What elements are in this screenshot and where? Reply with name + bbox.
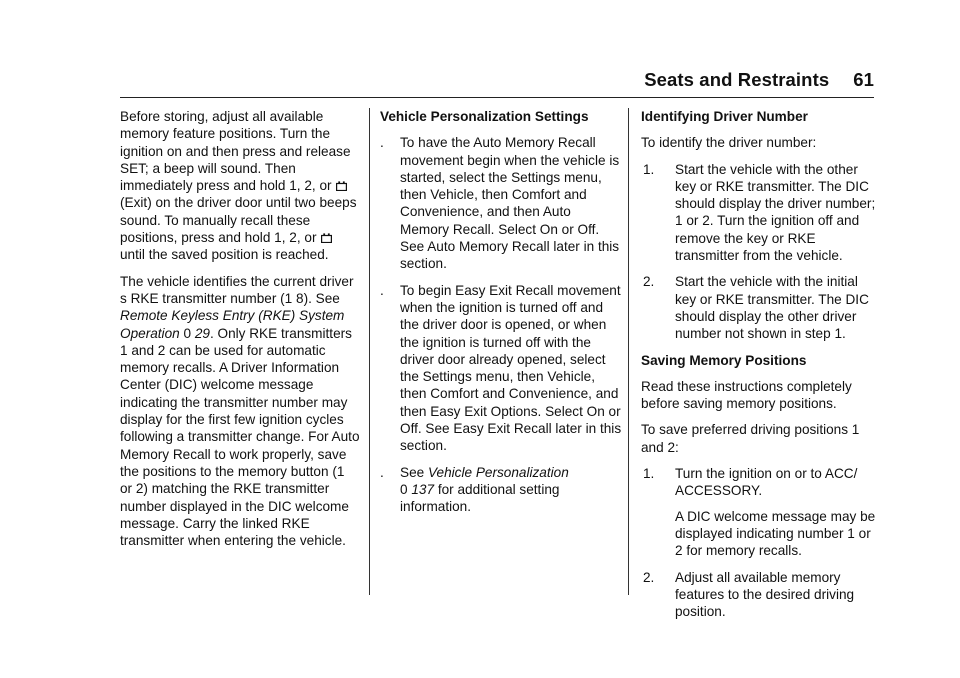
list-item bbox=[380, 134, 622, 272]
page-number: 61 bbox=[853, 69, 874, 90]
vehicle-personalization-heading: Vehicle Personalization Settings bbox=[380, 109, 589, 124]
bullet: . bbox=[380, 135, 384, 151]
exit-button-icon bbox=[321, 233, 332, 243]
step-text: Turn the ignition on or to ACC/ ACCESSORY. bbox=[675, 466, 858, 499]
storing-text-b: (Exit) on the driver door until two beeps sound. To manually recall these positions, press and hold 1, 2, or bbox=[120, 195, 357, 246]
storing-text-a: Before storing, adjust all available memory feature positions. Turn the ignition on and then press and release SET; a beep will sound. Then immediately press and hold 1, 2, or bbox=[120, 109, 351, 194]
step-number: 2. bbox=[643, 274, 655, 290]
easy-exit-text: To begin Easy Exit Recall movement when the ignition is turned off and the driver door is opened, or when the ignition is turned off with the driver door already opened, select the Settings menu, then Vehicle, then Comfort and Convenience, and then Easy Exit Options. Select On or Off. See Easy Exit Recall later in this section. bbox=[400, 282, 622, 454]
column-1 bbox=[120, 108, 360, 558]
step-number: 2. bbox=[643, 569, 655, 585]
storing-text-c: until the saved position is reached. bbox=[120, 247, 329, 263]
rke-page-ref[interactable]: 29 bbox=[194, 325, 210, 341]
exit-button-icon bbox=[336, 181, 347, 191]
saving-memory-heading: Saving Memory Positions bbox=[641, 352, 807, 368]
column-divider-1 bbox=[369, 108, 370, 595]
identifying-driver-heading: Identifying Driver Number bbox=[641, 109, 808, 124]
column-2 bbox=[380, 108, 622, 525]
storing-paragraph bbox=[120, 108, 360, 264]
identify-text-b: . Only RKE transmitters 1 and 2 can be used for automatic memory recalls. A Driver Information Center (DIC) welcome message indicating the transmitter number may display for the first few ignition cycles following a transmitter change. For Auto Memory Recall to work properly, save the positions to the memory button (1 or 2) matching the RKE transmitter number displayed in the DIC welcome message. Carry the linked RKE transmitter when entering the vehicle. bbox=[120, 325, 360, 549]
read-instructions-paragraph: Read these instructions completely before saving memory positions. bbox=[641, 378, 852, 412]
see-text: See bbox=[400, 464, 425, 480]
bullet: . bbox=[380, 282, 384, 298]
rke-reference-link[interactable]: Remote Keyless Entry (RKE) System Operation bbox=[120, 308, 345, 341]
list-item bbox=[641, 465, 877, 559]
list-item bbox=[380, 464, 622, 516]
identify-text-a: The vehicle identifies the current driver s RKE transmitter number (1 8). See bbox=[120, 273, 354, 306]
step-number: 1. bbox=[643, 161, 655, 177]
additional-info-text: for additional setting information. bbox=[400, 481, 560, 515]
vehicle-personalization-link[interactable]: Vehicle Personalization bbox=[427, 464, 569, 480]
step-text: Start the vehicle with the initial key or RKE transmitter. The DIC should display the other driver number not shown in step 1. bbox=[675, 274, 869, 342]
step-number: 1. bbox=[643, 466, 655, 482]
list-item bbox=[380, 282, 622, 455]
page-ref-arrow: 0 bbox=[183, 325, 192, 341]
column-3 bbox=[641, 108, 877, 629]
list-item bbox=[641, 273, 877, 342]
page-header bbox=[644, 71, 874, 88]
step-text: Start the vehicle with the other key or RKE transmitter. The DIC should display the driver number; 1 or 2. Turn the ignition off and remove the key or RKE transmitter from the vehicle. bbox=[675, 161, 876, 264]
save-positions-intro: To save preferred driving positions 1 and 2: bbox=[641, 422, 860, 455]
step-note: A DIC welcome message may be displayed indicating number 1 or 2 for memory recalls. bbox=[675, 508, 876, 559]
step-text: Adjust all available memory features to the desired driving position. bbox=[675, 569, 855, 620]
section-title: Seats and Restraints bbox=[644, 69, 830, 90]
bullet: . bbox=[380, 464, 384, 480]
auto-memory-recall-text: To have the Auto Memory Recall movement begin when the vehicle is started, select the Settings menu, then Vehicle, then Comfort and Convenience, and then Auto Memory Recall. Select On or Off. See Auto Memory Recall later in this section. bbox=[400, 135, 620, 272]
list-item bbox=[641, 569, 877, 621]
identify-intro: To identify the driver number: bbox=[641, 135, 817, 151]
vehicle-personalization-page-ref[interactable]: 137 bbox=[411, 481, 435, 497]
page-ref-arrow: 0 bbox=[400, 481, 408, 497]
list-item bbox=[641, 161, 877, 265]
column-divider-2 bbox=[628, 108, 629, 595]
identify-paragraph bbox=[120, 273, 360, 550]
header-rule bbox=[120, 97, 874, 98]
